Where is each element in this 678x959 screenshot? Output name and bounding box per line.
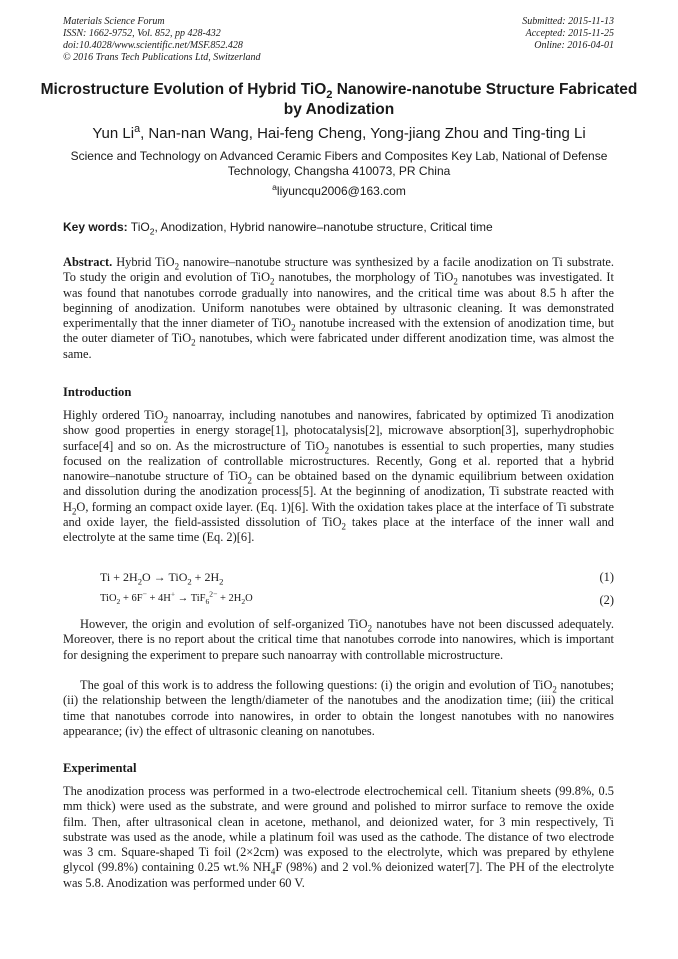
affiliation: Science and Technology on Advanced Ceramic Fibers and Composites Key Lab, National of Defense Technology, Changsha 410073, PR China bbox=[70, 149, 608, 178]
journal-dates-right bbox=[522, 16, 614, 52]
abstract: Abstract. Hybrid TiO$_2$ nanowire–nanotube structure was synthesized by a facile anodization on Ti substrate. To study the origin and evolution of TiO$_2$ nanotubes, the morphology of TiO$_2$ nanotubes was investigated. It was found that nanotubes corrode gradually into nanowires, and the critical time was about 8.5 h after the beginning of anodization. Uniform nanotubes were obtained by ultrasonic cleaning. It was demonstrated experimentally that the inner diameter of TiO$_2$ nanotube increased with the extension of anodization time, but the outer diameter of TiO$_2$ nanotubes, which were fabricated under different anodization time, was almost the same. bbox=[63, 255, 615, 361]
online-date: Online: 2016-04-01 bbox=[534, 40, 614, 51]
journal-issn: ISSN: 1662-9752, Vol. 852, pp 428-432 bbox=[63, 28, 221, 39]
submitted-date: Submitted: 2015-11-13 bbox=[522, 16, 614, 27]
introduction-paragraph-2: However, the origin and evolution of self-organized TiO$_2$ nanotubes have not been discussed adequately. Moreover, there is no report about the critical time that nanotubes corrode into nanowires, which is important for designing the experiment to prepare such nanoarray with controllable microstructure. bbox=[63, 617, 614, 662]
equation-2-expression: $TiO_2 + 6F^- + 4H^+ \to TiF_6^{2-} + 2H_2O$ bbox=[100, 589, 253, 607]
introduction-paragraph-1: Highly ordered TiO$_2$ nanoarray, including nanotubes and nanowires, fabricated by optimized Ti anodization show good properties in energy storage[1], photocatalysis[2], microwave absorption[3], superhydrophobic surface[4] and so on. As the microstructure of TiO$_2$ nanotubes is essential to such properties, many studies focused on the realization of controllable microstructures. Recently, Gong et al. reported that a hybrid nanowire–nanotube structure of TiO$_2$ can be obtained based on the dynamic equilibrium between oxidation and dissolution during the anodization process[5]. At the beginning of anodization, Ti substrate reacted with $H_2O$, forming an compact oxide layer. (Eq. 1)[6]. With the oxidation takes place at the interface of Ti substrate and oxide layer, the field-assisted dissolution of TiO$_2$ takes place at the interface of the inner wall and electrolyte at the same time (Eq. 2)[6]. bbox=[63, 408, 615, 545]
journal-copyright: © 2016 Trans Tech Publications Ltd, Switzerland bbox=[63, 52, 261, 63]
paper-title: Microstructure Evolution of Hybrid TiO$_2$ Nanowire-nanotube Structure Fabricated by Anodization bbox=[40, 81, 638, 118]
author-list: Yun Li$^a$, Nan-nan Wang, Hai-feng Cheng, Yong-jiang Zhou and Ting-ting Li bbox=[92, 123, 586, 142]
introduction-paragraph-3: The goal of this work is to address the following questions: (i) the origin and evolution of TiO$_2$ nanotubes; (ii) the relationship between the length/diameter of the nanotubes and the anodization time; (iii) the critical time that nanotubes corrode into nanowires, in order to obtain the longest nanotubes with no nanowires appearance; (iv) the effect of ultrasonic cleaning on nanotubes. bbox=[63, 678, 614, 738]
journal-name: Materials Science Forum bbox=[63, 16, 165, 27]
keywords: Key words: TiO$_2$, Anodization, Hybrid nanowire–nanotube structure, Critical time bbox=[63, 220, 493, 237]
author-email: $^a$liyuncqu2006@163.com bbox=[272, 182, 406, 198]
accepted-date: Accepted: 2015-11-25 bbox=[525, 28, 614, 39]
introduction-heading: Introduction bbox=[63, 385, 132, 399]
equation-1-number: (1) bbox=[599, 570, 614, 584]
journal-doi: doi:10.4028/www.scientific.net/MSF.852.428 bbox=[63, 40, 243, 51]
equation-1-expression: $Ti + 2H_2O \to TiO_2 + 2H_2$ bbox=[100, 570, 224, 587]
experimental-heading: Experimental bbox=[63, 761, 137, 775]
experimental-paragraph-1: The anodization process was performed in a two-electrode electrochemical cell. Titanium sheets (99.8%, 0.5 mm thick) were used as the substrate, and were ground and polished to mirror surface to remove the oxide film. Then, after ultrasonical clean in acetone, methanol, and deionized water, for 3 min respectively, Ti substrate was used as the anode, while a platinum foil was used as the cathode. The distance of two electrode was 3 cm. Square-shaped Ti foil (2×2cm) was exposed to the electrolyte, which was prepared by ethylene glycol (99.8%) containing 0.25 wt.% $NH_4F$ (98%) and 2 vol.% deionized water[7]. The PH of the electrolyte was 5.8. Anodization was performed under 60 V. bbox=[63, 784, 614, 890]
equation-2-number: (2) bbox=[599, 593, 614, 607]
journal-info-left bbox=[63, 16, 261, 64]
